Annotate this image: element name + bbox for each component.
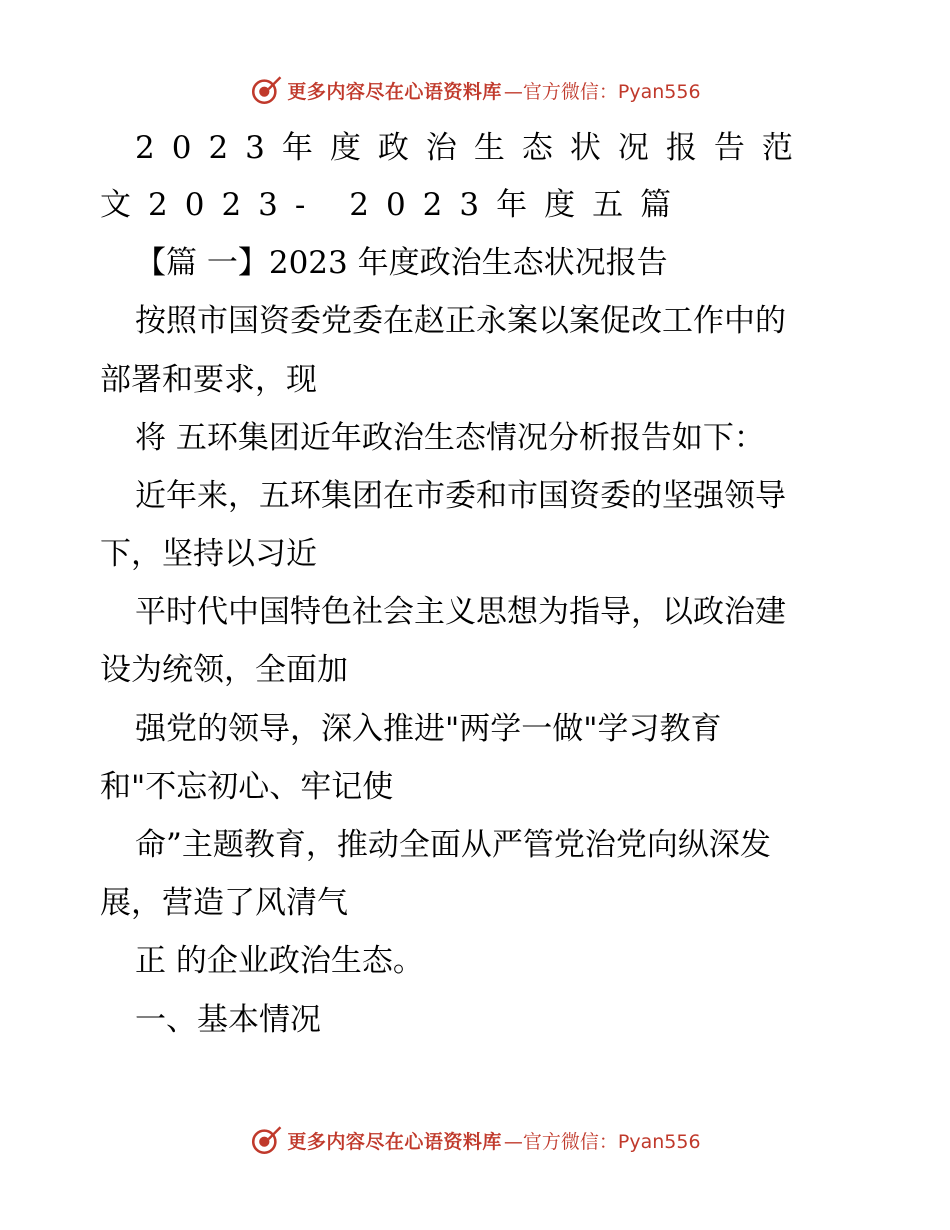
paragraph-line: 展，营造了风清气: [100, 885, 348, 921]
paragraph-line: 按照市国资委党委在赵正永案以案促改工作中的: [135, 303, 786, 339]
subsection-heading: 一、基本情况: [135, 1002, 321, 1038]
watermark-site-text: 更多内容尽在心语资料库: [287, 1130, 502, 1153]
doc-title-line-2: 文2023- 2023年度五篇: [100, 187, 689, 223]
paragraph-line: 下，坚持以习近: [100, 536, 317, 572]
paragraph-line: 近年来，五环集团在市委和市国资委的坚强领导: [135, 478, 786, 514]
watermark-site-text: 更多内容尽在心语资料库: [287, 80, 502, 103]
footer-watermark: [0, 1120, 950, 1160]
paragraph-line: 部署和要求，现: [100, 362, 317, 398]
watermark-wechat-text: —官方微信：Pyan556: [503, 1130, 701, 1153]
paragraph-line: 和"不忘初心、牢记使: [100, 769, 394, 805]
paragraph-line: 设为统领，全面加: [100, 652, 348, 688]
watermark-wechat-text: —官方微信：Pyan556: [503, 80, 701, 103]
section-heading: 【篇 一】2023 年度政治生态状况报告: [135, 245, 668, 281]
paragraph-line: 平时代中国特色社会主义思想为指导，以政治建: [135, 594, 786, 630]
paragraph-line: 正 的企业政治生态。: [135, 943, 424, 979]
paragraph-line: 将 五环集团近年政治生态情况分析报告如下：: [135, 420, 765, 456]
pen-logo-icon: [249, 1123, 283, 1157]
paragraph-line: 强党的领导，深入推进"两学一做"学习教育: [135, 711, 722, 747]
paragraph-line: 命”主题教育，推动全面从严管党治党向纵深发: [135, 827, 771, 863]
doc-title-line-1: 2023年度政治生态状况报告范: [135, 130, 810, 166]
